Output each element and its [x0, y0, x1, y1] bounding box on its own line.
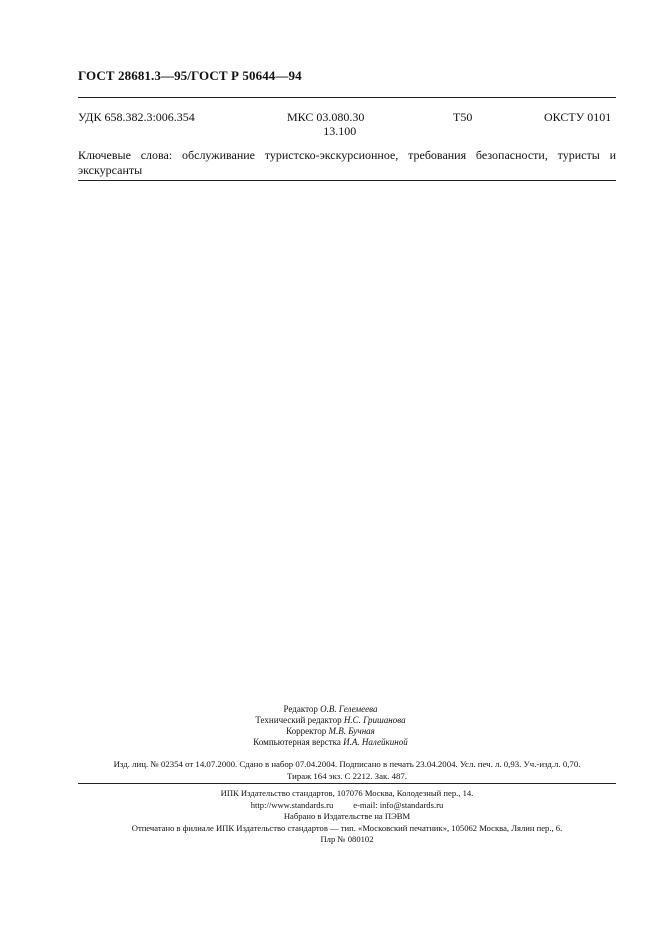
mks-code-line2: 13.100	[323, 124, 357, 138]
credit-name: Н.С. Гришанова	[343, 715, 406, 725]
keywords-paragraph: Ключевые слова: обслуживание туристско-экскурсионное, требования безопасности, туристы и экскурсанты	[78, 148, 616, 177]
okstu-code: ОКСТУ 0101	[544, 110, 612, 124]
credit-role: Технический редактор	[255, 715, 342, 725]
document-header-title: ГОСТ 28681.3—95/ГОСТ Р 50644—94	[78, 68, 302, 83]
publisher-address: ИПК Издательство стандартов, 107076 Москва, Колодезный пер., 14.	[220, 788, 474, 798]
mks-code	[287, 110, 364, 138]
credit-role: Редактор	[283, 704, 318, 714]
credit-role: Компьютерная верстка	[253, 737, 341, 747]
udk-code: УДК 658.382.3:006.354	[78, 110, 195, 124]
imprint-line-1: Изд. лиц. № 02354 от 14.07.2000. Сдано в набор 07.04.2004. Подписано в печать 23.04.2004. Усл. печ. л. 0,93. Уч.-изд.л. 0,70.	[113, 759, 581, 769]
imprint-divider	[78, 783, 616, 784]
credit-role: Корректор	[286, 726, 327, 736]
credit-name: М.В. Бучная	[328, 726, 375, 736]
credit-name: О.В. Гелемеева	[320, 704, 378, 714]
publisher-url[interactable]: http://www.standards.ru	[250, 799, 334, 810]
credits-block	[0, 704, 661, 748]
mks-code-line1: МКС 03.080.30	[287, 110, 365, 124]
credit-editor	[0, 704, 661, 715]
header-divider	[78, 97, 616, 98]
imprint-line-2: Тираж 164 экз. С 2212. Зак. 487.	[286, 771, 408, 781]
publisher-license: Плр № 080102	[320, 834, 374, 844]
publisher-typeset: Набрано в Издательстве на ПЭВМ	[283, 811, 411, 821]
imprint-block	[78, 758, 616, 782]
publisher-contacts	[78, 800, 616, 812]
credit-layout	[0, 737, 661, 748]
publisher-block	[78, 788, 616, 846]
credit-tech-editor	[0, 715, 661, 726]
category-code: Т50	[453, 110, 473, 124]
publisher-email[interactable]: e-mail: info@standards.ru	[353, 799, 444, 810]
credit-corrector	[0, 726, 661, 737]
credit-name: И.А. Налейкиной	[343, 737, 408, 747]
keywords-divider	[78, 180, 616, 181]
publisher-printed: Отпечатано в филиале ИПК Издательство стандартов — тип. «Московский печатник», 105062 Москва, Лялин пер., 6.	[131, 822, 563, 833]
